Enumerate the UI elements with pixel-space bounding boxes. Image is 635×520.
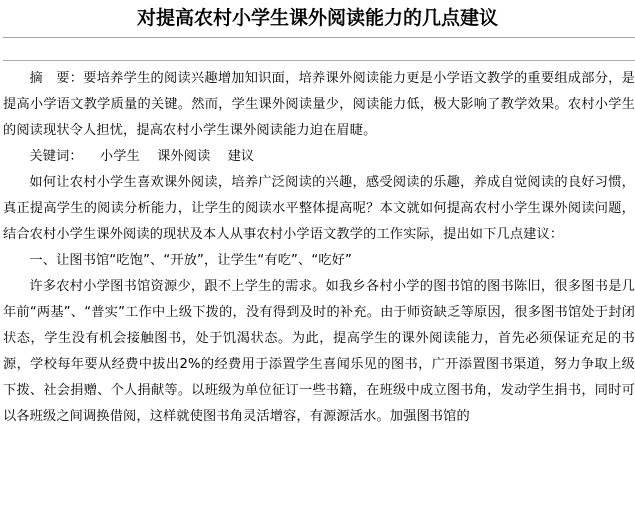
keyword-item: 小学生 — [99, 149, 140, 164]
abstract-label: 摘 要： — [29, 71, 84, 86]
body-paragraph-library: 许多农村小学图书馆资源少，跟不上学生的需求。如我乡各村小学的图书馆的图书陈旧，很多图书是几年前“两基”、“普实”工作中上级下拨的，没有得到及时的补充。由于师资缺乏等原因，很多图书馆处于封闭状态，学生没有机会接触图书，处于饥渴状态。为此，提高学生的课外阅读能力，首先必须保证充足的书源，学校每年要从经费中拔出2%的经费用于添置学生喜闻乐见的图书，广开添置图书渠道，努力争取上级下拨、社会捐赠、个人捐献等。以班级为单位征订一些书籍，在班级中成立图书角，发动学生捐书，同时可以各班级之间调换借阅，这样就使图书角灵活增容，有源源活水。加强图书馆的 — [3, 279, 635, 424]
keyword-item: 建议 — [227, 149, 255, 164]
keywords-paragraph — [3, 144, 635, 170]
document-title: 对提高农村小学生课外阅读能力的几点建议 — [136, 7, 498, 29]
title-divider-bottom — [3, 60, 635, 61]
document-body — [3, 66, 635, 430]
keywords-label: 关键词： — [29, 149, 83, 164]
keyword-item: 课外阅读 — [157, 149, 211, 164]
section-heading-1: 一、让图书馆“吃饱”、“开放”，让学生“有吃”、“吃好” — [29, 253, 352, 268]
abstract-text: 要培养学生的阅读兴趣增加知识面，培养课外阅读能力更是小学语文教学的重要组成部分，是提高小学语文教学质量的关键。然而，学生课外阅读量少，阅读能力低，极大影响了教学效果。农村小学生的阅读现状令人担忧，提高农村小学生课外阅读能力迫在眉睫。 — [3, 71, 635, 138]
abstract-paragraph — [3, 66, 635, 144]
title-divider-top — [3, 37, 635, 38]
body-paragraph-intro: 如何让农村小学生喜欢课外阅读，培养广泛阅读的兴趣，感受阅读的乐趣，养成自觉阅读的良好习惯，真正提高学生的阅读分析能力，让学生的阅读水平整体提高呢？本文就如何提高农村小学生课外阅读问题，结合农村小学生课外阅读的现状及本人从事农村小学语文教学的工作实际，提出如下几点建议： — [3, 175, 635, 242]
